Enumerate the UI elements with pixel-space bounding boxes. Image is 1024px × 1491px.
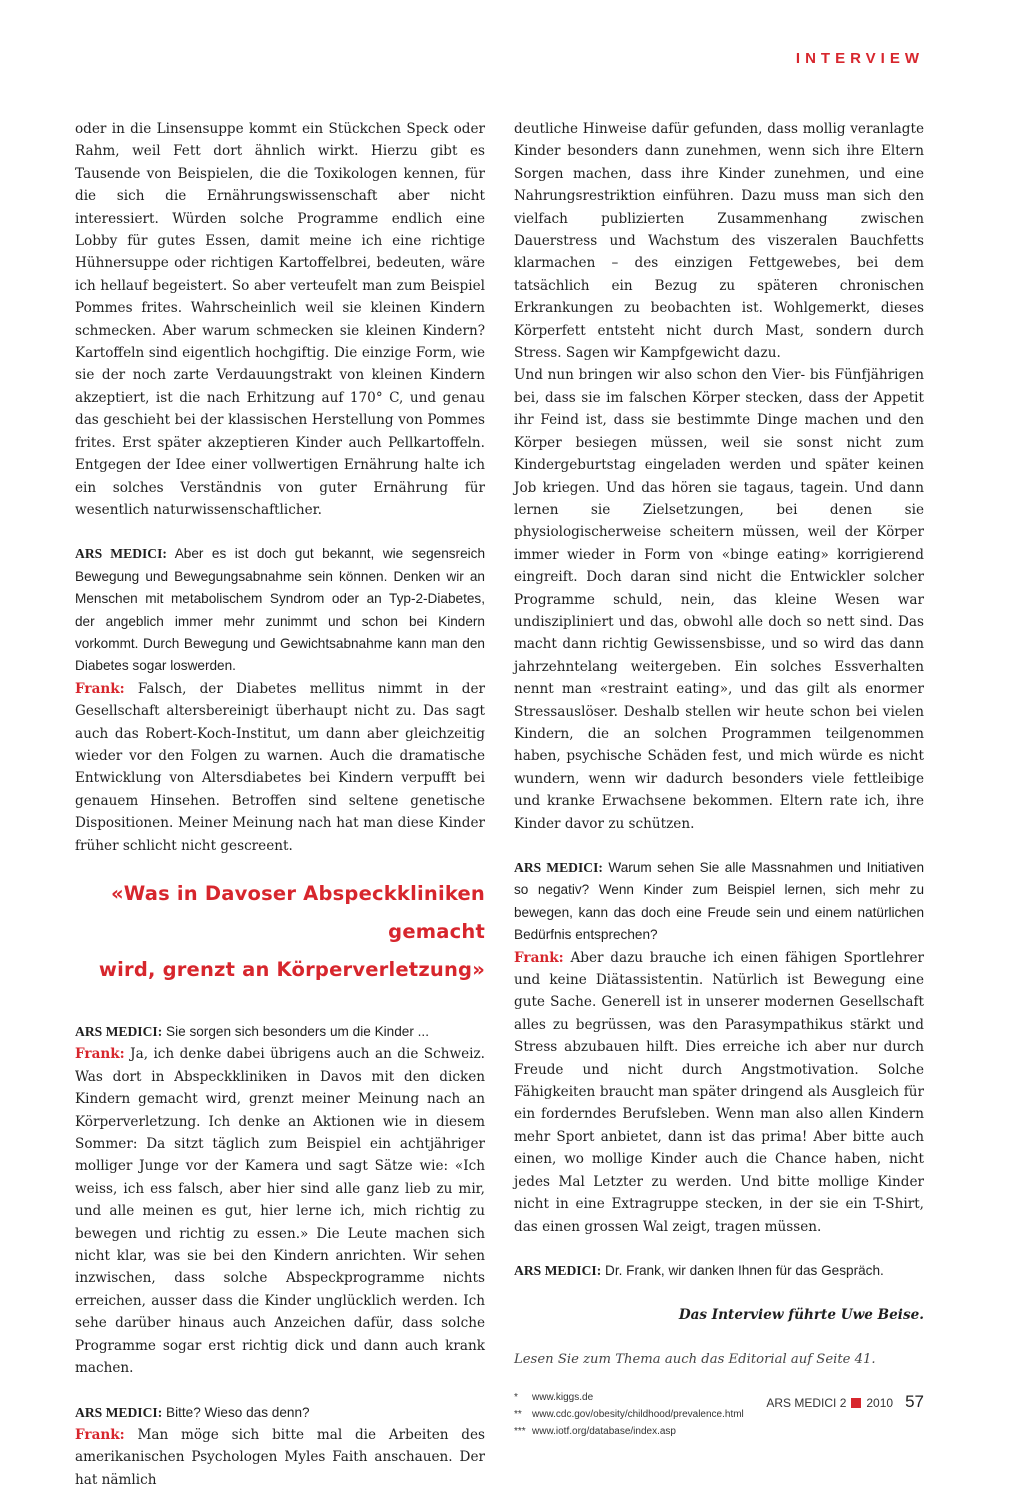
question-text: Bitte? Wieso das denn? — [166, 1404, 310, 1420]
body-paragraph: deutliche Hinweise dafür gefunden, dass mollig veranlagte Kinder besonders dann zunehmen, wenn sich ihre Eltern Sorgen machen, dass ihre Kinder zunehmen, und eine Nahrungsrestriktion einführen. Dazu muss man sich den vielfach publizierten Zusammenhang zwischen Dauerstress und Wachstum des viszeralen Bauchfetts klarmachen – des einzigen Fettgewebes, bei dem tatsächlich ein Bezug zu späteren chronischen Erkrankungen zu beobachten ist. Wohlgemerkt, dieses Körperfett entsteht nicht durch Mast, sondern durch Stress. Sagen wir Kampfgewicht dazu. — [514, 121, 924, 362]
answer-text: Man möge sich bitte mal die Arbeiten des amerikanischen Psychologen Myles Faith anschauen. Der hat nämlich — [75, 1426, 486, 1488]
footnote-mark: * — [514, 1392, 518, 1404]
footnote — [514, 1423, 924, 1440]
interviewer-question — [514, 857, 924, 947]
section-label: INTERVIEW — [795, 50, 924, 67]
issue-year: 2010 — [866, 1396, 894, 1410]
pull-quote-line: «Was in Davoser Abspeckkliniken gemacht — [110, 882, 485, 943]
interviewer-question — [514, 1260, 924, 1282]
speaker-label: Frank: — [75, 680, 125, 697]
left-column — [75, 118, 485, 1491]
interviewer-label: ARS MEDICI: — [514, 1262, 602, 1278]
interviewer-label: ARS MEDICI: — [514, 860, 603, 875]
body-paragraph: oder in die Linsensuppe kommt ein Stückchen Speck oder Rahm, weil Fett dort ähnlich wirkt. Hierzu gibt es Tausende von Beispielen, die die Toxikologen kennen, für die sich die Ernährungswissenschaft aber nicht interessiert. Würden solche Programme endlich eine Lobby für gutes Essen, damit meine ich eine richtige Hühnersuppe oder richtigen Kartoffelbrei, bedeuten, wäre ich hellauf begeistert. So aber verteufelt man zum Beispiel Pommes frites. Wahrscheinlich weil sie kleinen Kindern schmecken. Aber warum schmecken sie kleinen Kindern? Kartoffeln sind eigentlich hochgiftig. Die einzige Form, wie sie der noch zarte Verdauungstrakt von kleinen Kindern akzeptiert, ist die nach Erhitzung auf 170° C, und genau das geschieht bei der klassischen Herstellung von Pommes frites. Erst später akzeptieren Kinder auch Pellkartoffeln. Entgegen der Idee einer vollwertigen Ernährung halte ich ein solches Verständnis von guter Ernährung für wesentlich naturwissenschaftlicher. — [75, 121, 485, 518]
answer-text: Falsch, der Diabetes mellitus nimmt in der Gesellschaft altersbereinigt überhaupt nicht zu. Das sagt auch das Robert-Koch-Institut, um dann aber gleichzeitig wieder vor den Folgen zu warnen. Auch die dramatische Entwicklung von Altersdiabetes bei Kindern verpufft bei genauem Hinsehen. Betroffen sind seltene genetische Dispositionen. Meiner Meinung nach hat man diese Kinder früher schlicht nicht gescreent. — [75, 680, 485, 854]
answer-text: Aber dazu brauche ich einen fähigen Sportlehrer und keine Diätassistentin. Natürlich ist Bewegung eine gute Sache. Generell ist in unserer modernen Gesellschaft alles zu begrüssen, was den Parasympathikus stärkt und Stress abzubauen hilft. Dies erreiche ich aber nur durch Freude und nicht durch Angstmotivation. Solche Fähigkeiten braucht man später dringend als Ausgleich für ein forderndes Berufsleben. Wenn man also allen Kindern mehr Sport anbietet, dann ist das prima! Aber bitte auch einen, wo mollige Kinder auch die Chance haben, nicht jedes Mal Letzter zu werden. Und bitte mollige Kinder nicht in eine Extragruppe stecken, in der sie ein T-Shirt, das einen grossen Wal zeigt, tragen müssen. — [514, 949, 925, 1235]
answer-paragraph — [75, 1424, 485, 1491]
page-footer — [766, 1392, 924, 1412]
footnote-mark: ** — [514, 1409, 522, 1421]
red-square-icon — [851, 1398, 861, 1408]
footnote-link[interactable]: www.cdc.gov/obesity/childhood/prevalence.html — [532, 1409, 744, 1421]
editorial-note: Lesen Sie zum Thema auch das Editorial auf Seite 41. — [514, 1351, 876, 1367]
interview-credit: Das Interview führte Uwe Beise. — [678, 1307, 924, 1324]
pull-quote — [75, 875, 485, 989]
speaker-label: Frank: — [514, 949, 564, 966]
footnote-mark: *** — [514, 1426, 526, 1438]
answer-text: Ja, ich denke dabei übrigens auch an die Schweiz. Was dort in Abspeckkliniken in Davos mit den dicken Kindern gemacht wird, grenzt meiner Meinung nach an Körperverletzung. Ich denke an Aktionen wie in diesem Sommer: Da sitzt täglich zum Beispiel ein achtjähriger molliger Junge vor der Kamera und sagt Sätze wie: «Ich weiss, ich ess falsch, aber hier sind alle ganz lieb zu mir, und alle meinen es gut, hier lerne ich, mich richtig zu bewegen und richtig zu essen.» Die Leute machen sich nicht klar, was sie bei den Kindern anrichten. Wir sehen inzwischen, dass solche Abspeckprogramme nichts erreichen, ausser dass die Kinder unglücklich werden. Ich sehe darüber hinaus auch Anzeichen dafür, dass solche Programme sogar erst richtig dick und dann auch krank machen. — [75, 1046, 485, 1377]
question-text: Dr. Frank, wir danken Ihnen für das Gespräch. — [605, 1262, 884, 1278]
question-text: Warum sehen Sie alle Massnahmen und Initiativen so negativ? Wenn Kinder zum Beispiel lernen, sich mehr zu bewegen, kann das doch eine Freude sein und einem natürlichen Bedürfnis entsprechen? — [514, 860, 925, 943]
footnote-link[interactable]: www.kiggs.de — [532, 1392, 594, 1404]
speaker-label: Frank: — [75, 1426, 125, 1443]
answer-paragraph — [75, 678, 485, 857]
interviewer-question — [75, 1402, 485, 1424]
answer-paragraph — [75, 1043, 485, 1379]
answer-paragraph — [514, 947, 924, 1238]
interviewer-question — [75, 1021, 485, 1043]
page-number: 57 — [905, 1392, 924, 1411]
body-paragraph: Und nun bringen wir also schon den Vier- bis Fünfjährigen bei, dass sie im falschen Körper stecken, dass der Appetit ihr Feind ist, dass sie bestimmte Dinge machen und den Körper besiegen müssen, weil sie sonst nicht zum Kindergeburtstag eingeladen werden und später keinen Job kriegen. Und das hören sie tagaus, tagein. Und dann lernen sie Zielsetzungen, bei denen sie physiologischerweise scheitern müssen, weil der Körper immer wieder in Form von «binge eating» korrigierend eingreift. Doch daran sind nicht die Entwickler solcher Programme schuld, nein, das kleine Wesen war undiszipliniert und das, obwohl alle doch so nett sind. Das macht dann richtig Gewissensbisse, und so wird das dann jahrzehntelang weitergeben. Ein solches Essverhalten nennt man «restraint eating», und das gilt als enormer Stressauslöser. Deshalb stellen wir heute schon bei vielen Kindern, die an solchen Programmen teilgenommen haben, psychische Schäden fest, und mich würde es nicht wundern, wenn wir dadurch besonders viele fettleibige und kranke Erwachsene bekommen. Eltern rate ich, ihre Kinder davor zu schützen. — [514, 367, 924, 832]
interviewer-label: ARS MEDICI: — [75, 1404, 163, 1420]
interviewer-question — [75, 543, 485, 677]
interviewer-label: ARS MEDICI: — [75, 546, 167, 562]
right-column — [514, 118, 924, 1440]
pull-quote-line: wird, grenzt an Körperverletzung» — [98, 958, 485, 981]
magazine-name: ARS MEDICI 2 — [766, 1396, 847, 1410]
speaker-label: Frank: — [75, 1046, 125, 1063]
question-text: Sie sorgen sich besonders um die Kinder ... — [166, 1024, 429, 1039]
question-text: Aber es ist doch gut bekannt, wie segensreich Bewegung und Bewegungsabnahme sein können. Denken wir an Menschen mit metabolischem Syndrom oder an Typ-2-Diabetes, der angeblich immer mehr zunimmt und schon bei Kindern vorkommt. Durch Bewegung und Gewichtsabnahme kann man den Diabetes sogar loswerden. — [75, 546, 486, 674]
interviewer-label: ARS MEDICI: — [75, 1024, 163, 1039]
footnote-link[interactable]: www.iotf.org/database/index.asp — [532, 1426, 676, 1438]
